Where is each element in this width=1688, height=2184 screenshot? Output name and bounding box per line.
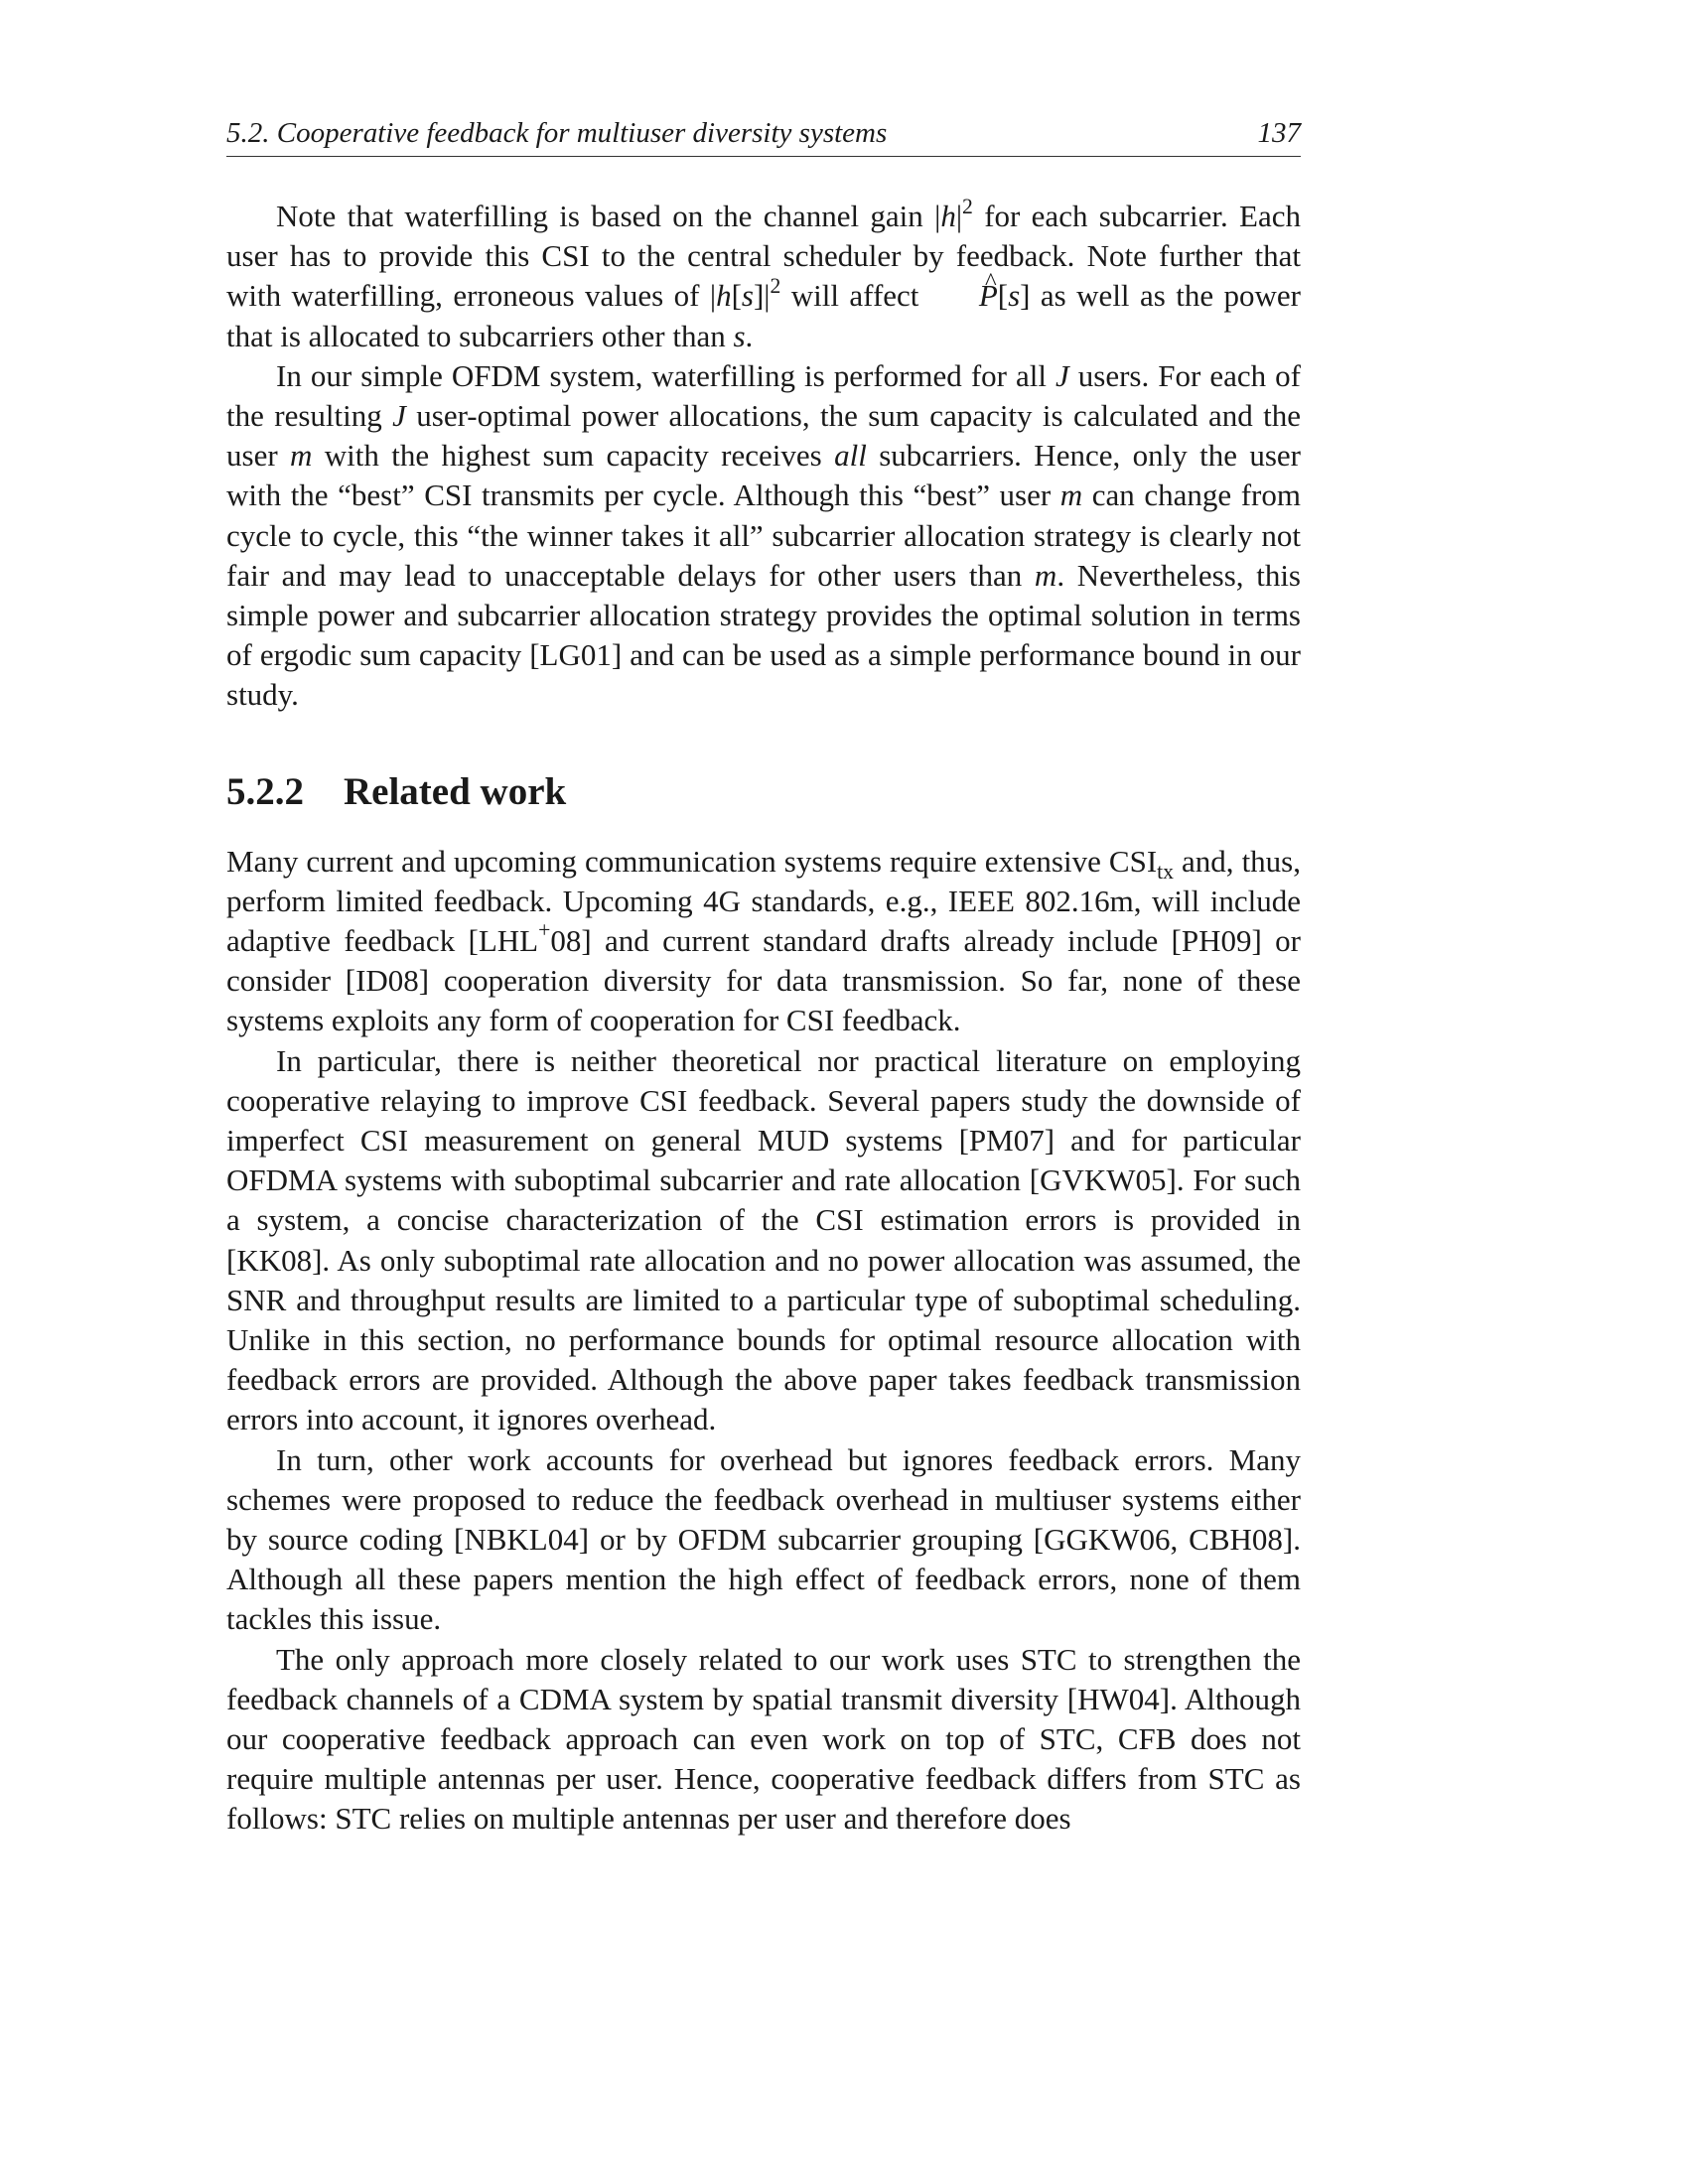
paragraph-related-overhead: In turn, other work accounts for overhead but ignores feedback errors. Many schemes were proposed to reduce the feedback overhead in multiuser systems either by source coding [NBKL04] or by OFDM subcarrier grouping [GGKW06, CBH08]. Although all these papers mention the high effect of feedback errors, none of them tackles this issue. — [226, 1441, 1301, 1637]
page-number: 137 — [1257, 117, 1301, 149]
section-title: Related work — [344, 769, 567, 813]
running-head-title: 5.2. Cooperative feedback for multiuser diversity systems — [226, 117, 888, 149]
body-text — [226, 194, 1302, 1840]
paragraph-waterfilling-note: Note that waterfilling is based on the channel gain $|h|^2$ for each subcarrier. Each user has to provide this CSI to the central scheduler by feedback. Note further that with waterfilling, erroneous values of $|h[s]|^2$ will affect ^ P[s] as well as the power that is allocated to subcarriers other than s. — [226, 197, 1301, 356]
paragraph-related-csi: In particular, there is neither theoretical nor practical literature on employing cooperative relaying to improve CSI feedback. Several papers study the downside of imperfect CSI measurement on general MUD systems [PM07] and for particular OFDMA systems with suboptimal subcarrier and rate allocation [GVKW05]. For such a system, a concise characterization of the CSI estimation errors is provided in [KK08]. As only suboptimal rate allocation and no power allocation was assumed, the SNR and throughput results are limited to a particular type of suboptimal scheduling. Unlike in this section, no performance bounds for optimal resource allocation with feedback errors are provided. Although the above paper takes feedback transmission errors into account, it ignores overhead. — [226, 1042, 1301, 1437]
paragraph-ofdm-system: In our simple OFDM system, waterfilling is performed for all J users. For each of the resulting J user-optimal power allocations, the sum capacity is calculated and the user m with the highest sum capacity receives all subcarriers. Hence, only the user with the “best” CSI transmits per cycle. Although this “best” user m can change from cycle to cycle, this “the winner takes it all” subcarrier allocation strategy is clearly not fair and may lead to unacceptable delays for other users than m. Nevertheless, this simple power and subcarrier allocation strategy provides the optimal solution in terms of ergodic sum capacity [LG01] and can be used as a simple performance bound in our study. — [226, 357, 1302, 713]
page — [226, 119, 1301, 1840]
paragraph-related-intro: Many current and upcoming communication systems require extensive $CSI_{tx}$ and, thus, perform limited feedback. Upcoming 4G standards, e.g., IEEE 802.16m, will include adaptive feedback [LHL+08] and current standard drafts already include [PH09] or consider [ID08] cooperation diversity for data transmission. So far, none of these systems exploits any form of cooperation for CSI feedback. — [226, 843, 1301, 1038]
section-number: 5.2.2 — [226, 769, 304, 813]
running-head — [226, 119, 1301, 157]
paragraph-related-stc: The only approach more closely related to our work uses STC to strengthen the feedback channels of a CDMA system by spatial transmit diversity [HW04]. Although our cooperative feedback approach can even work on top of STC, CFB does not require multiple antennas per user. Hence, cooperative feedback differs from STC as follows: STC relies on multiple antennas per user and therefore does — [226, 1641, 1301, 1837]
section-heading — [226, 771, 1301, 814]
